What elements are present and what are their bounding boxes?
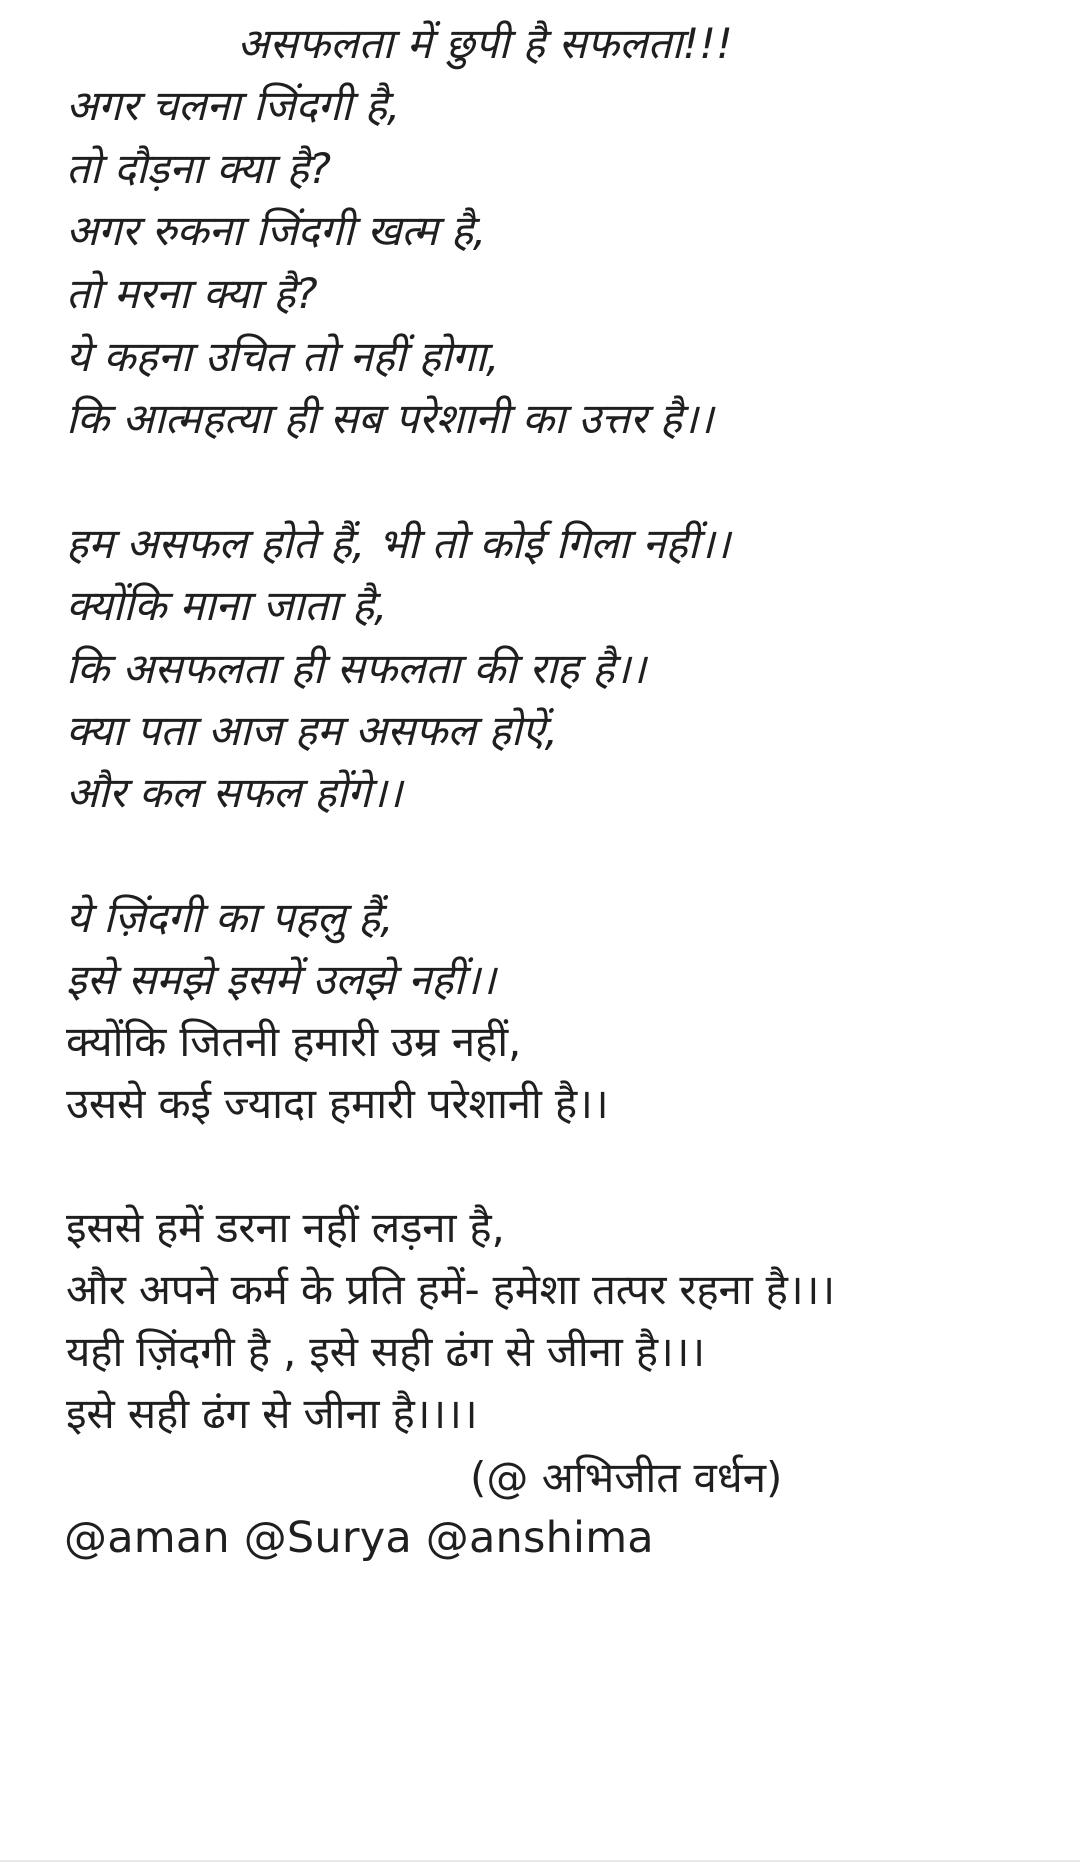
poem-line: यही ज़िंदगी है , इसे सही ढंग से जीना है।।। — [66, 1327, 705, 1376]
poem-line: इसे समझे इसमें उलझे नहीं।। — [66, 955, 496, 1004]
poem-line: क्या पता आज हम असफल होऐं, — [66, 706, 558, 755]
bottom-divider — [0, 1860, 1080, 1862]
poem-line: अगर रुकना जिंदगी खत्म है, — [66, 206, 487, 255]
poem-line: और कल सफल होंगे।। — [66, 768, 403, 817]
poem-line: कि आत्महत्या ही सब परेशानी का उत्तर है।। — [66, 394, 714, 443]
poem-line: क्योंकि जितनी हमारी उम्र नहीं, — [66, 1017, 522, 1066]
poem-line: उससे कई ज्यादा हमारी परेशानी है।। — [66, 1079, 609, 1128]
poem-line: कि असफलता ही सफलता की राह है।। — [66, 644, 646, 693]
poem-title: असफलता में छुपी है सफलता!!! — [237, 19, 733, 68]
poem-line: इससे हमें डरना नहीं लड़ना है, — [66, 1203, 505, 1252]
poem-line: अगर चलना जिंदगी है, — [66, 81, 401, 130]
mentions-text: @aman @Surya @anshima — [64, 1513, 654, 1563]
poem-line: और अपने कर्म के प्रति हमें- हमेशा तत्पर रहना है।।। — [66, 1265, 835, 1314]
poem-line: ये ज़िंदगी का पहलु हैं, — [66, 893, 394, 942]
poem-line: क्योंकि माना जाता है, — [66, 581, 388, 630]
poem-line: तो दौड़ना क्या है? — [66, 144, 331, 193]
author-signature: (@ अभिजीत वर्धन) — [470, 1453, 783, 1502]
poem-line: तो मरना क्या है? — [66, 269, 318, 318]
poem-line: इसे सही ढंग से जीना है।।।। — [66, 1389, 478, 1438]
poem-line: हम असफल होते हैं, भी तो कोई गिला नहीं।। — [66, 519, 730, 568]
poem-line: ये कहना उचित तो नहीं होगा, — [66, 332, 500, 381]
